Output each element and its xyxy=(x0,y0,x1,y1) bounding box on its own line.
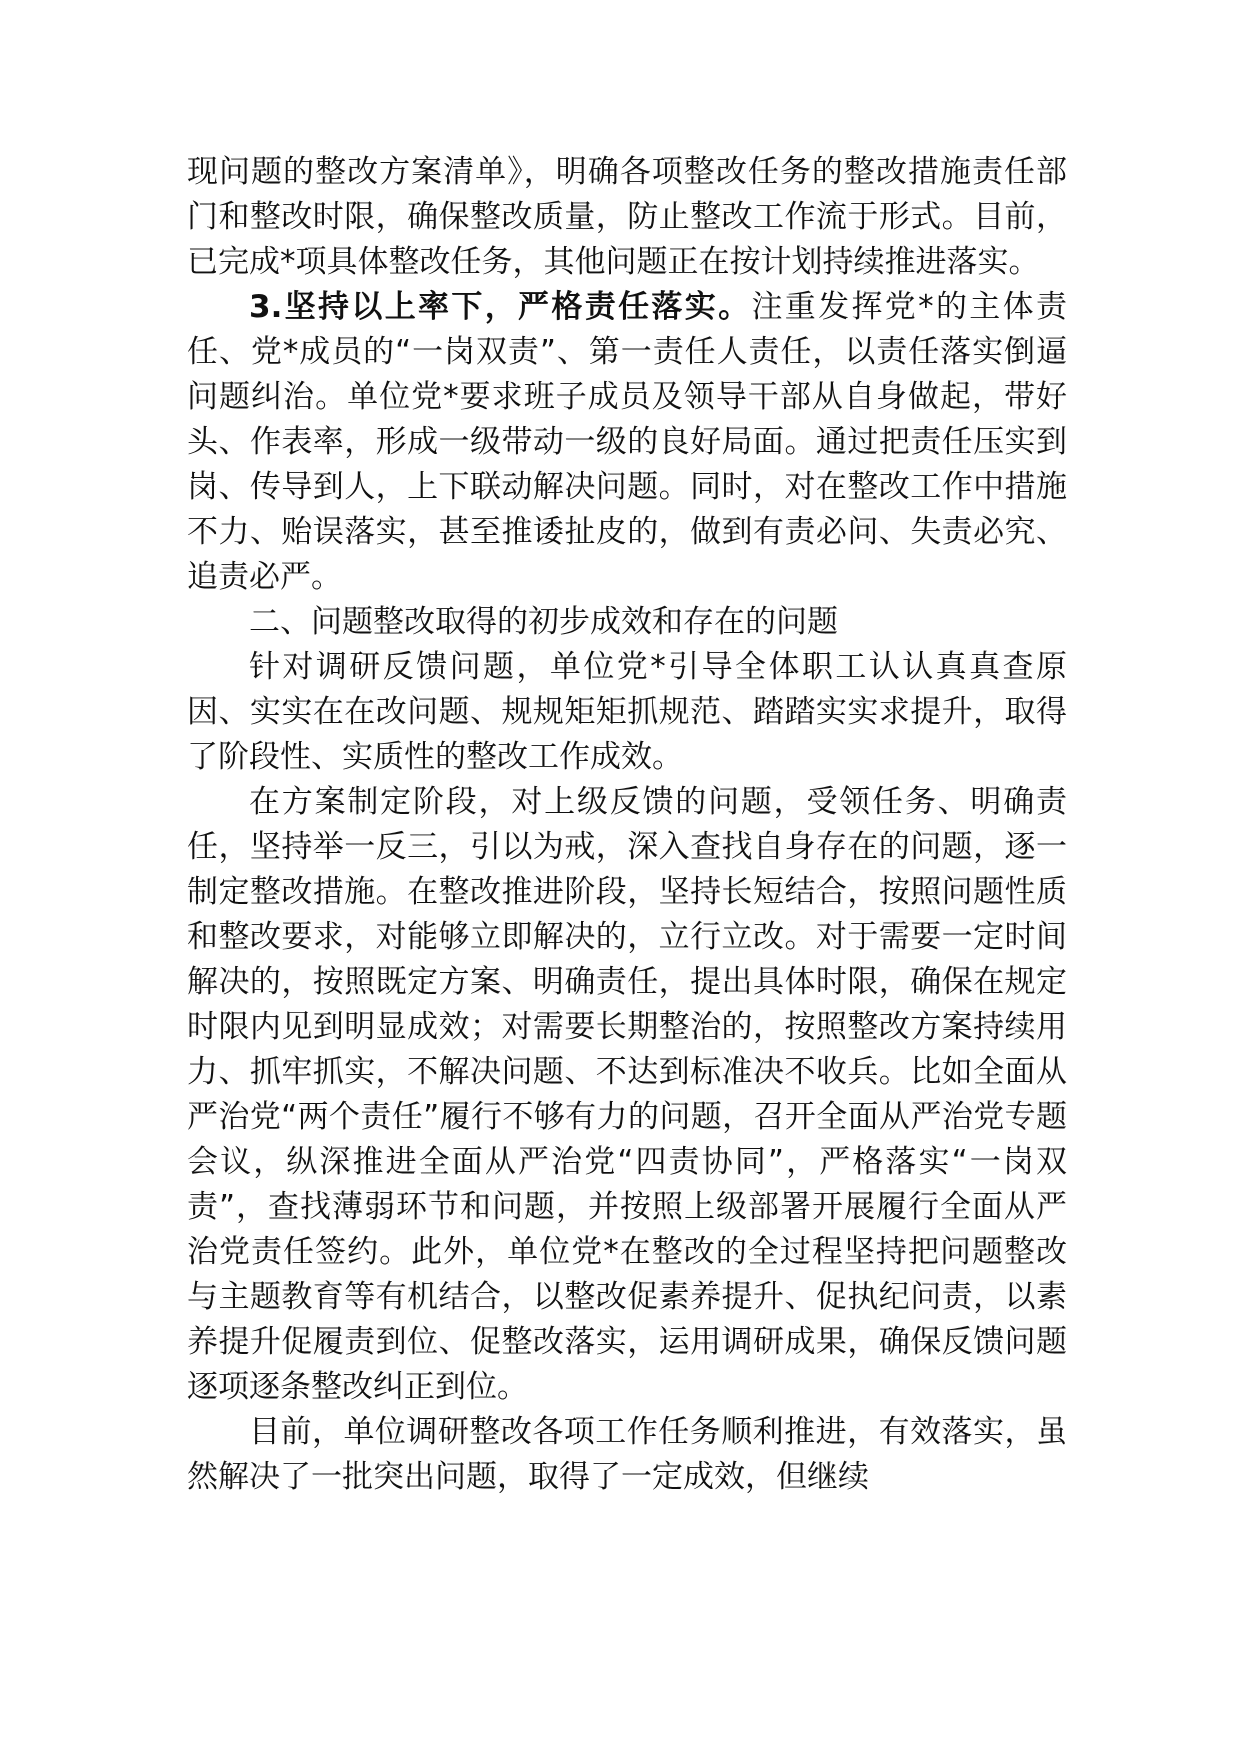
paragraph-text: 注重发挥党*的主体责任、党*成员的“一岗双责”、第一责任人责任，以责任落实倒逼问题纠治。单位党*要求班子成员及领导干部从自身做起，带好头、作表率，形成一级带动一级的良好局面。通过把责任压实到岗、传导到人，上下联动解决问题。同时，对在整改工作中措施不力、贻误落实，甚至推诿扯皮的，做到有责必问、失责必究、追责必严。 xyxy=(187,289,1067,595)
paragraph-text: 目前，单位调研整改各项工作任务顺利推进，有效落实，虽然解决了一批突出问题，取得了一定成效，但继续 xyxy=(187,1414,1067,1495)
paragraph-text: 针对调研反馈问题，单位党*引导全体职工认认真真查原因、实实在在改问题、规规矩矩抓规范、踏踏实实求提升，取得了阶段性、实质性的整改工作成效。 xyxy=(187,649,1067,775)
document-page xyxy=(187,150,1067,1500)
section-heading-2 xyxy=(187,600,1067,645)
paragraph-5 xyxy=(187,780,1067,1410)
paragraph-text: 在方案制定阶段，对上级反馈的问题，受领任务、明确责任，坚持举一反三，引以为戒，深入查找自身存在的问题，逐一制定整改措施。在整改推进阶段，坚持长短结合，按照问题性质和整改要求，对能够立即解决的，立行立改。对于需要一定时间解决的，按照既定方案、明确责任，提出具体时限，确保在规定时限内见到明显成效；对需要长期整治的，按照整改方案持续用力、抓牢抓实，不解决问题、不达到标准决不收兵。比如全面从严治党“两个责任”履行不够有力的问题，召开全面从严治党专题会议，纵深推进全面从严治党“四责协同”，严格落实“一岗双责”，查找薄弱环节和问题，并按照上级部署开展履行全面从严治党责任签约。此外，单位党*在整改的全过程坚持把问题整改与主题教育等有机结合，以整改促素养提升、促执纪问责，以素养提升促履责到位、促整改落实，运用调研成果，确保反馈问题逐项逐条整改纠正到位。 xyxy=(187,784,1067,1405)
section-heading-bold: 3.坚持以上率下，严格责任落实。 xyxy=(249,289,752,325)
paragraph-6 xyxy=(187,1410,1067,1500)
heading-text: 二、问题整改取得的初步成效和存在的问题 xyxy=(249,604,838,640)
paragraph-2 xyxy=(187,285,1067,600)
paragraph-text: 现问题的整改方案清单》，明确各项整改任务的整改措施责任部门和整改时限，确保整改质量，防止整改工作流于形式。目前，已完成*项具体整改任务，其他问题正在按计划持续推进落实。 xyxy=(187,154,1067,280)
paragraph-4 xyxy=(187,645,1067,780)
paragraph-1 xyxy=(187,150,1067,285)
